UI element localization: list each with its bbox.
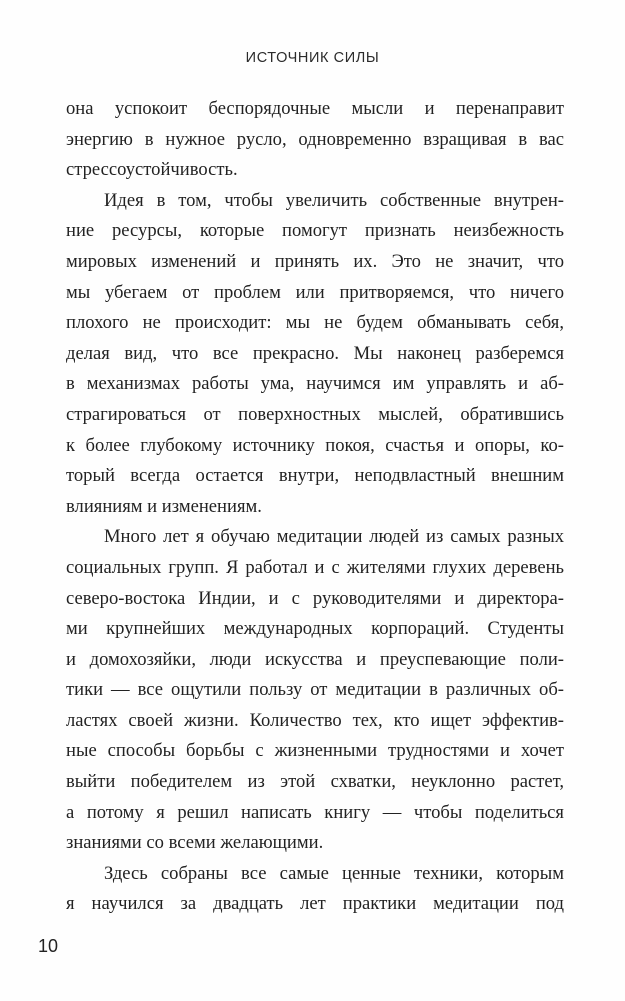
text-line: ластях своей жизни. Количество тех, кто ищет эффектив- [66, 709, 564, 731]
text-line: к более глубокому источнику покоя, счастья и опоры, ко- [66, 434, 564, 456]
body-text [66, 94, 564, 920]
text-line: выйти победителем из этой схватки, неуклонно растет, [66, 771, 564, 793]
text-line: Много лет я обучаю медитации людей из самых разных [104, 526, 564, 548]
text-line: ми крупнейших международных корпораций. Студенты [66, 618, 564, 640]
text-line: Идея в том, чтобы увеличить собственные внутрен- [104, 189, 564, 211]
text-line: я научился за двадцать лет практики медитации под [66, 893, 564, 915]
text-line: ные способы борьбы с жизненными трудностями и хочет [66, 740, 564, 762]
text-line: социальных групп. Я работал и с жителями глухих деревень [66, 556, 564, 578]
text-line: плохого не происходит: мы не будем обманывать себя, [66, 312, 564, 334]
running-head: ИСТОЧНИК СИЛЫ [245, 50, 380, 66]
text-line: а потому я решил написать книгу — чтобы поделиться [66, 801, 564, 823]
text-line: влияниям и изменениям. [66, 495, 262, 517]
text-line: ние ресурсы, которые помогут признать неизбежность [66, 220, 564, 242]
text-line: в механизмах работы ума, научимся им управлять и аб- [66, 373, 564, 395]
text-line: мировых изменений и принять их. Это не значит, что [66, 250, 564, 272]
page-number: 10 [38, 936, 59, 956]
text-line: страгироваться от поверхностных мыслей, обратившись [66, 403, 564, 425]
text-line: знаниями со всеми желающими. [66, 832, 324, 854]
text-line: мы убегаем от проблем или притворяемся, что ничего [66, 281, 564, 303]
text-line: и домохозяйки, люди искусства и преуспевающие поли- [66, 648, 564, 670]
text-line: стрессоустойчивость. [66, 159, 238, 181]
text-line: тики — все ощутили пользу от медитации в различных об- [66, 679, 564, 701]
text-line: Здесь собраны все самые ценные техники, которым [104, 862, 564, 884]
text-line: она успокоит беспорядочные мысли и перенаправит [66, 98, 564, 119]
text-line: энергию в нужное русло, одновременно взращивая в вас [66, 128, 564, 150]
text-line: северо-востока Индии, и с руководителями и директора- [66, 587, 564, 609]
text-line: делая вид, что все прекрасно. Мы наконец разберемся [66, 342, 564, 364]
text-line: торый всегда остается внутри, неподвластный внешним [66, 465, 564, 487]
